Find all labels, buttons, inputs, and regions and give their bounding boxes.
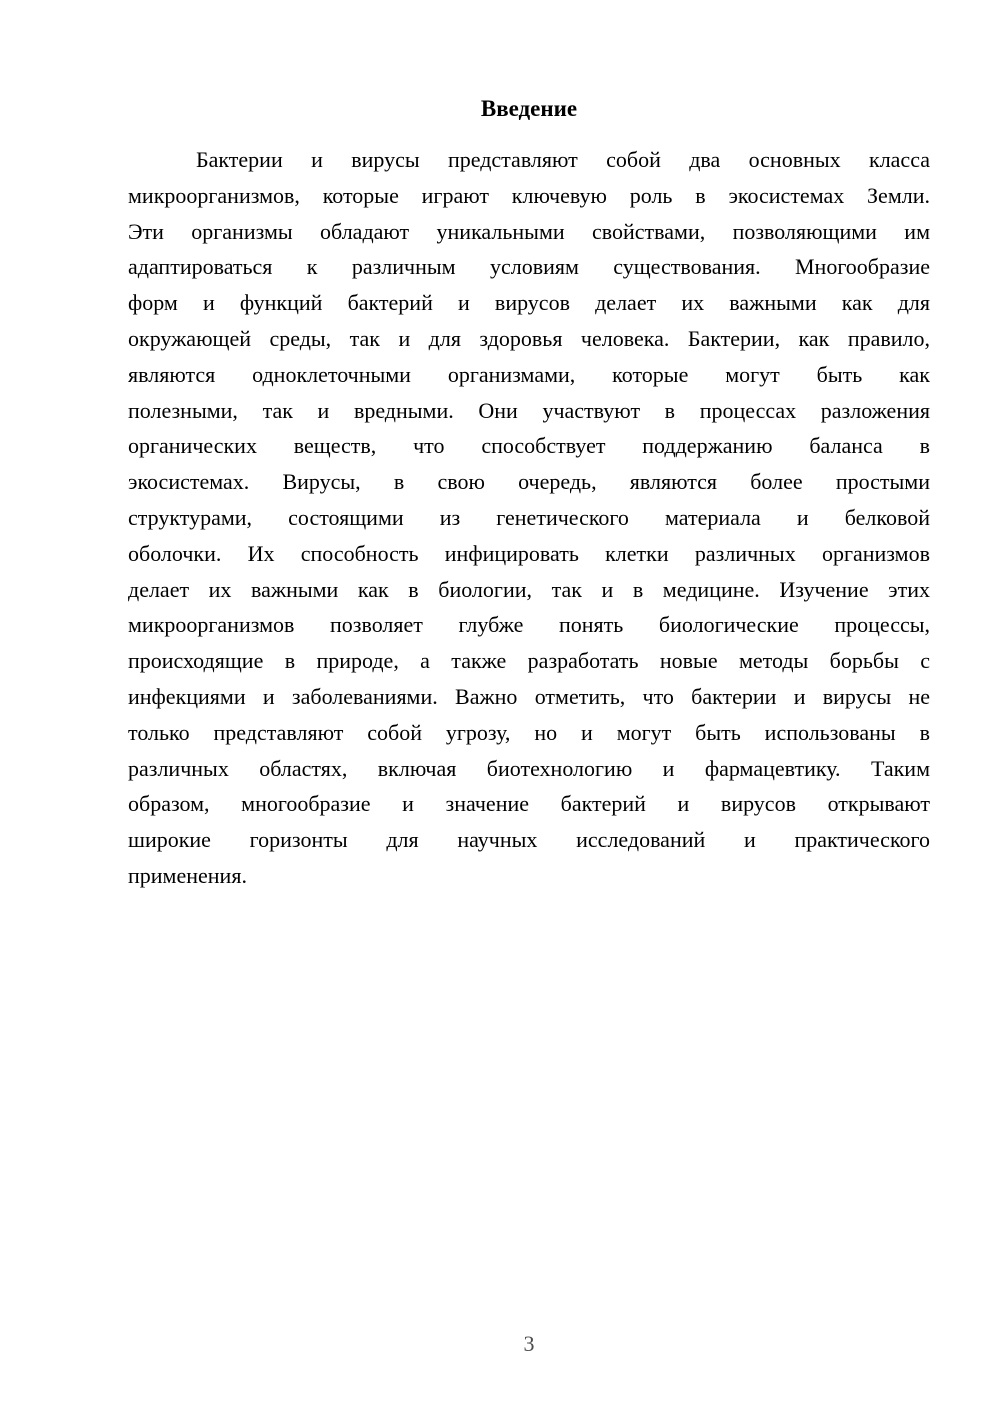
text-line: оболочки. Их способность инфицировать клетки различных организмов bbox=[128, 540, 930, 566]
text-line: Эти организмы обладают уникальными свойствами, позволяющими им bbox=[128, 218, 930, 244]
text-line: делает их важными как в биологии, так и в медицине. Изучение этих bbox=[128, 576, 930, 602]
text-line: образом, многообразие и значение бактерий и вирусов открывают bbox=[128, 791, 930, 817]
text-line: форм и функций бактерий и вирусов делает их важными как для bbox=[128, 290, 930, 316]
text-line: происходящие в природе, а также разработать новые методы борьбы с bbox=[128, 648, 930, 674]
intro-paragraph bbox=[128, 142, 930, 894]
text-line: полезными, так и вредными. Они участвуют в процессах разложения bbox=[128, 397, 930, 423]
text-line: только представляют собой угрозу, но и могут быть использованы в bbox=[128, 719, 930, 745]
text-line: микроорганизмов, которые играют ключевую роль в экосистемах Земли. bbox=[128, 182, 930, 208]
text-line: окружающей среды, так и для здоровья человека. Бактерии, как правило, bbox=[128, 325, 930, 351]
text-line: являются одноклеточными организмами, которые могут быть как bbox=[128, 361, 930, 387]
text-line: экосистемах. Вирусы, в свою очередь, являются более простыми bbox=[128, 469, 930, 495]
text-line: микроорганизмов позволяет глубже понять биологические процессы, bbox=[128, 612, 930, 638]
section-title: Введение bbox=[480, 96, 578, 121]
text-line: органических веществ, что способствует поддержанию баланса в bbox=[128, 433, 930, 459]
page-number: 3 bbox=[523, 1331, 535, 1356]
text-line: инфекциями и заболеваниями. Важно отметить, что бактерии и вирусы не bbox=[128, 683, 930, 709]
text-line: различных областях, включая биотехнологию и фармацевтику. Таким bbox=[128, 755, 930, 781]
text-line: Бактерии и вирусы представляют собой два основных класса bbox=[196, 147, 930, 172]
text-line: широкие горизонты для научных исследований и практического bbox=[128, 827, 930, 853]
text-line: структурами, состоящими из генетического материала и белковой bbox=[128, 504, 930, 530]
text-line: адаптироваться к различным условиям существования. Многообразие bbox=[128, 254, 930, 280]
text-line: применения. bbox=[128, 862, 247, 888]
